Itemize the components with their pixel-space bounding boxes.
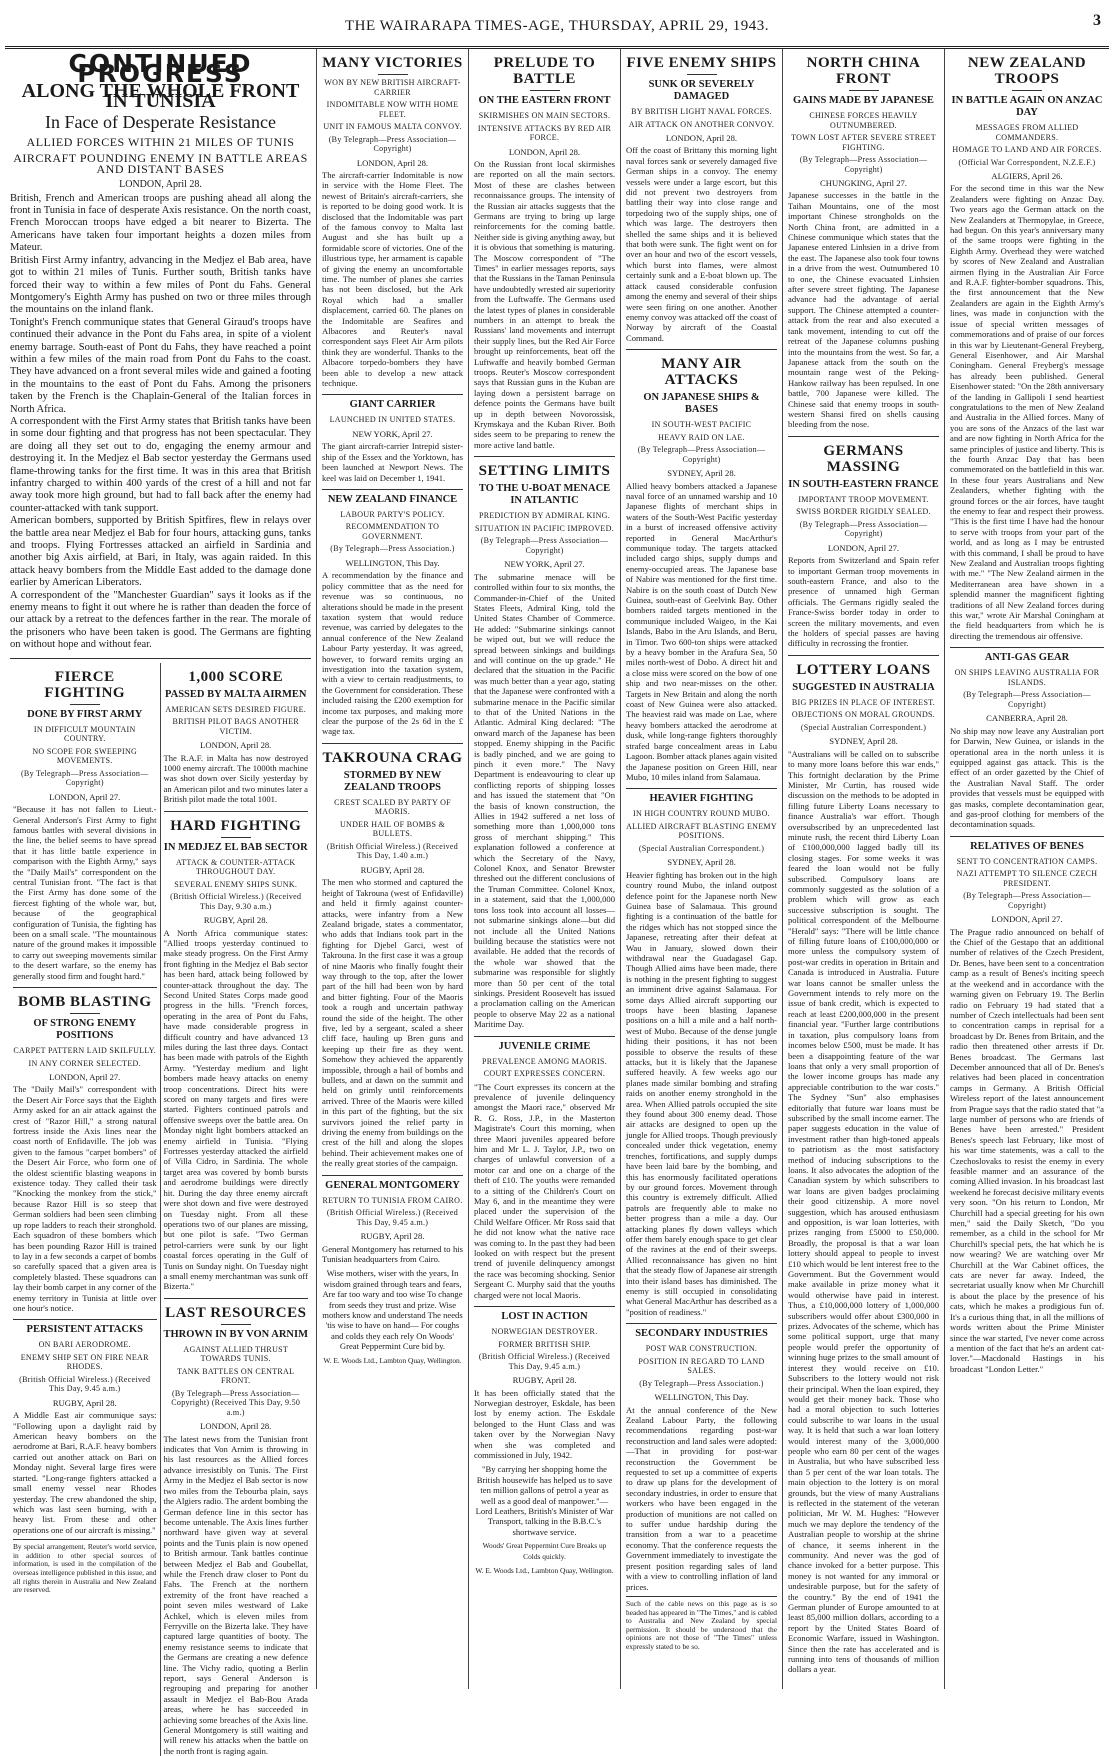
subhead: INTENSIVE ATTACKS BY RED AIR FORCE.	[477, 123, 612, 142]
subhead: POST WAR CONSTRUCTION.	[645, 1344, 758, 1354]
credit: (By Telegraph—Press Association—Copyright)	[637, 445, 766, 464]
subhead: LAUNCHED IN UNITED STATES.	[329, 415, 456, 425]
germans-massing-headline: GERMANS MASSING	[823, 442, 904, 475]
dateline: SYDNEY, April 28.	[667, 468, 736, 479]
divider	[13, 1319, 157, 1320]
subhead: RETURN TO TUNISIA FROM CAIRO.	[322, 1195, 463, 1205]
nz-troops-headline: NEW ZEALAND TROOPS	[967, 55, 1087, 87]
dateline: LONDON, April 27.	[49, 1072, 121, 1082]
article-body: A Middle East air communique says: "Following upon a daylight raid by American heavy bombers on the aerodrome at Bari, R.A.F. heavy bombers carried out another attack on Bari on Monday night. Several large fires were started. "Long-range fighters attacked a small enemy vessel near Rhodes yesterday. The crew abandoned the ship, which was last seen burning, with a heavy list. From these and other operations one of our aircraft is missing."	[13, 1410, 157, 1535]
woods-advertisement: "By carrying her shopping home the British housewife has helped us to save ten million gallons of petrol a year as well as a good deal of manpower."—Lord Leathers, British's Minister of War Transport, talking in the B.B.C.'s shortwave service.	[475, 1464, 614, 1537]
article-body: The "Daily Mail's" correspondent with the Desert Air Force says that the Eighth Army asked for an air attack against the crest of "Razor Hill," a strong natural fortress inside the Axis lines near the coast north of Enfidaville. The job was given to the famous "carpet bombers" of the Desert Air Force, who form one of the oldest scientific blasting weapons in existence today. They called their task "Knocking the monkey from the stick," because Razor Hill is so steep that German soldiers had been seen climbing up rope ladders to reach their stronghold. Each squadron of these bombers which has been pounding Razor Hill is trained to lay in a few seconds a carpet of bombs so carefully spaced that a given area is completely blasted. These squadrons can lay their bomb carpet in any corner of the enemy territory in Tunisia at little over one hour's notice.	[13, 1084, 157, 1313]
many-victories-headline: MANY VICTORIES	[322, 55, 463, 71]
advertiser-tagline: Woods' Great Peppermint Cure Breaks up Colds quickly.	[482, 1541, 607, 1561]
credit: (By Telegraph—Press Association.)	[330, 544, 455, 554]
advertiser-footer: W. E. Woods Ltd., Lambton Quay, Wellington.	[475, 1566, 614, 1575]
article-body: The R.A.F. in Malta has now destroyed 1000 enemy aircraft. The 1000th machine was shot down over Sicily yesterday by an American pilot and two minutes later a British pilot made the total 1001.	[163, 752, 308, 805]
divider	[626, 349, 777, 350]
dateline: ALGIERS, April 26.	[991, 171, 1063, 181]
dateline: LONDON, April 28.	[200, 740, 272, 751]
column-3	[469, 49, 621, 1689]
divider	[221, 837, 251, 838]
divider	[687, 74, 717, 75]
general-montgomery-headline: GENERAL MONTGOMERY	[325, 1179, 460, 1191]
lottery-loans-headline: LOTTERY LOANS	[796, 661, 931, 678]
subhead: AIR ATTACK ON ANOTHER CONVOY.	[628, 119, 775, 129]
divider	[626, 788, 777, 789]
subhead: BY BRITISH LIGHT NAVAL FORCES.	[631, 107, 772, 116]
divider	[322, 1175, 463, 1176]
divider	[950, 836, 1104, 837]
dateline: LONDON, April 28.	[508, 146, 581, 157]
dateline: NEW YORK, April 27.	[504, 559, 585, 570]
subhead: PASSED BY MALTA AIRMEN	[165, 688, 307, 700]
divider	[322, 394, 463, 395]
divider	[1012, 90, 1042, 91]
credit: (By Telegraph—Press Association—Copyright) (Received This Day, 9.50 a.m.)	[171, 1388, 301, 1417]
credit: (Official War Correspondent, N.Z.E.F.)	[958, 157, 1096, 167]
subhead: ON BARI AERODROME.	[38, 1340, 131, 1350]
divider	[13, 987, 157, 988]
nz-finance-headline: NEW ZEALAND FINANCE	[327, 493, 458, 505]
article-body: It has been officially stated that the Norwegian destroyer, Eskdale, has been lost by enemy action. The Eskdale belonged to the Hunt Class and was taken over by the Norwegian Navy when she was completed and commissioned in July, 1942.	[474, 1387, 615, 1460]
subhead: ON JAPANESE SHIPS & BASES	[643, 392, 760, 416]
prelude-headline: PRELUDE TO BATTLE	[493, 55, 596, 87]
times-notice: Such of the cable news on this page as is so headed has appeared in "The Times," and is cabled to Australia and New Zealand by special permission. It should be understood that the opinions are not those of "The Times" unless expressly stated to be so.	[626, 1596, 777, 1652]
masthead-title: THE WAIRARAPA TIMES-AGE, THURSDAY, APRIL 29, 1943.	[345, 18, 769, 34]
subhead: NAZI ATTEMPT TO SILENCE CZECH PRESIDENT.	[956, 869, 1098, 888]
column-1a	[10, 663, 161, 1756]
divider	[322, 743, 463, 744]
article-body: Off the coast of Brittany this morning light naval forces sank or severely damaged five German ships in a convoy. The enemy vessels were under a large escort, but this did not prevent two destroyers from battling their way into close range and torpedoing two of the supply ships, one of which was large. The destroyers then shelled the same ships and it is believed that both were sunk. The fight went on for over an hour and two of the escort vessels, which burst into flames, were almost certainly sunk and a E-boat blown up. The attack caused considerable confusion among the enemy and several of their ships were seen firing on one another. Another enemy convoy was attacked off the coast of Norway by aircraft of the Coastal Command.	[626, 145, 777, 343]
credit: (By Telegraph—Press Association—Copyright)	[799, 519, 928, 539]
dateline: LONDON, April 28.	[356, 157, 429, 168]
north-china-headline: NORTH CHINA FRONT	[806, 55, 921, 87]
subhead: SENT TO CONCENTRATION CAMPS.	[956, 856, 1098, 866]
lost-in-action-headline: LOST IN ACTION	[501, 1311, 588, 1323]
subhead: HOMAGE TO LAND AND AIR FORCES.	[952, 145, 1102, 154]
subhead: TOWN LOST AFTER SEVERE STREET FIGHTING.	[791, 133, 936, 152]
many-air-attacks-headline: MANY AIR ATTACKS	[661, 356, 742, 389]
article-body: The aircraft-carrier Indomitable is now in service with the Home Fleet. The newest of Britain's aircraft-carriers, she is reported to be doing good work. It is disclosed that the Indomitable was part of the famous convoy to Malta last August and she has built up a formidable score of victories. One of the illustrious type, her armament is capable of giving the enemy an uncomfortable time. The number of planes she carries has not been disclosed, but the Ark Royal which had a smaller displacement, carried 60. The planes on the Indomitable are Seafires and Albacores and Reuter's naval correspondent says Fleet Air Arm pilots think they are wonderful. Thanks to the Albacore torpedo-bombers they have been able to develop a new attack technique.	[322, 169, 463, 389]
credit: (Special Australian Correspondent.)	[800, 722, 927, 732]
dateline: SYDNEY, April 28.	[667, 857, 736, 868]
column-1b	[161, 663, 312, 1756]
article-body: Japanese successes in the battle in the Taihan Mountains, one of the most important Chinese strongholds on the North China front, are admitted in a Chinese communique which states that the Japanese entered Linhsien in a drive from the east. The Japanese also took four towns in a drive from the west. Outnumbered 10 to one, the Chinese evacuated Linhsien after severe street fighting. The Japanese advance had the advantage of aerial support. The Chinese attempted a counter-attack from the rear and also executed a tank movement, intending to cut off the retreat of the Japanese columns pushing into the mountains from the west. So far, a Japanese attack from the south on the mountain range west of the Peking-Hankow railway has been repulsed. In one battle, 700 Japanese were killed. The Chinese said that enemy troops in south-western Shansi fired on shells causing bleeding from the nose.	[788, 190, 939, 430]
fierce-fighting-headline: FIERCE FIGHTING	[44, 668, 126, 701]
dateline: NEW YORK, April 27.	[352, 428, 433, 439]
subhead: ON THE EASTERN FRONT	[478, 95, 611, 106]
credit: (By Telegraph—Press Association—Copyright)	[799, 155, 928, 174]
giant-carrier-headline: GIANT CARRIER	[349, 399, 436, 411]
relatives-benes-headline: RELATIVES OF BENES	[970, 840, 1084, 852]
secondary-industries-headline: SECONDARY INDUSTRIES	[635, 1328, 768, 1340]
subhead: NO SCOPE FOR SWEEPING MOVEMENTS.	[32, 746, 138, 766]
subhead: GAINS MADE BY JAPANESE	[793, 95, 934, 106]
dateline: RUGBY, April 28.	[360, 1231, 425, 1242]
divider	[474, 456, 615, 457]
main-headline: ALONG THE WHOLE FRONT IN TUNISIA	[21, 79, 300, 113]
main-paragraph: British First Army infantry, advancing in the Medjez el Bab area, have got to within 21 miles of Tunis. Further south, British tanks have forced their way to within a few miles of Pont du Fahs. General Montgomery's Eighth Army has pushed on two or three miles through the mountains on the inland flank.	[10, 254, 311, 316]
setting-limits-headline: SETTING LIMITS	[478, 463, 611, 480]
divider	[70, 704, 100, 705]
credit: (By Telegraph—Press Association.)	[639, 1378, 764, 1388]
subhead: TANK BATTLES ON CENTRAL FRONT.	[177, 1366, 295, 1386]
subhead: BRITISH PILOT BAGS ANOTHER VICTIM.	[172, 717, 300, 736]
article-body: On the Russian front local skirmishes are reported on all the main sectors. Most of these are clashes between reconnaissance groups. The intensity of the Russian air attacks suggests that the Germans are trying to bring up large reinforcements for the coming battle. Neither side is giving anything away, but it is obvious that something is maturing. The Moscow correspondent of "The Times" in earlier messages reports, says that the Russians in the Taman Peninsula have undoubtedly wrested air superiority from the Luftwaffe. The Germans used the latest types of planes in considerable numbers in an attempt to break the Russians' land movements and interrupt their supply lines, but the Red Air Force brought up reinforcements, beat off the Luftwaffe and heavily bombed German troops. Reuter's Moscow correspondent says that Russian guns in the Kuban are laying down a persistent barrage on defence points the Germans have built up in depth between Novorossisk, Krymskaya and the Kuban River. Both sides seem to be preparing to renew the more active land battle.	[474, 158, 615, 450]
column-6	[945, 49, 1109, 1689]
subhead: UNIT IN FAMOUS MALTA CONVOY.	[323, 122, 462, 131]
subhead: SWISS BORDER RIGIDLY SEALED.	[796, 507, 931, 517]
dateline: LONDON, April 27.	[991, 914, 1063, 925]
divider	[788, 436, 939, 437]
fierce-fighting-subhead: DONE BY FIRST ARMY	[27, 708, 143, 720]
credit: (British Official Wireless.) (Received This Day, 9.45 a.m.)	[478, 1352, 611, 1371]
credit: (British Official Wireless.) (Received This Day, 9.45 a.m.)	[326, 1208, 459, 1227]
divider	[626, 1323, 777, 1324]
divider	[530, 90, 560, 91]
divider	[474, 1306, 615, 1307]
subhead: POSITION IN REGARD TO LAND SALES.	[638, 1356, 765, 1376]
article-body: A recommendation by the finance and policy committee that as the need for revenue was so continuous, no alterations should be made in the present taxation system that would reduce revenue, was carried by delegates to the annual conference of the New Zealand Labour Party yesterday. It was agreed, however, to forward remits urging an investigation into the taxation system, with a view to certain readjustments, to the Government for consideration. These included raising the £200 exemption for income tax purposes, and making more clear the purpose of the 2s 6d in the £ wage tax.	[322, 570, 463, 737]
credit: (By Telegraph—Press Association—Copyright)	[963, 690, 1091, 709]
main-subhead-2: AIRCRAFT POUNDING ENEMY IN BATTLE AREAS AND DISTANT BASES	[13, 151, 308, 176]
article-body: The giant aircraft-carrier Intrepid sister-ship of the Essex and the Yorktown, has been launched at Newport News. The keel was laid on December 1, 1941.	[322, 441, 463, 483]
subhead: HEAVY RAID ON LAE.	[658, 432, 745, 442]
subhead: IN DIFFICULT MOUNTAIN COUNTRY.	[33, 724, 136, 744]
article-body: The Prague radio announced on behalf of the Chief of the Gestapo that an additional number of relatives of the Czech President, Dr. Benes, have been sent to a concentration camp as a result of Benes's inciting speech at the weekend and in accordance with the warning given on February 19. The Berlin radio on February 19 had stated that a number of Czech intellectuals had been sent to concentration camps in reprisal for a broadcast by Dr. Benes from Britain, and the radio then threatened other arrests if Dr. Benes broadcast. The Germans last December announced that all of Dr. Benes's relatives had been placed in concentration camps in Germany. A British Official Wireless report of the latest announcement from Prague says that the radio stated that "a large number of persons who are friends of Benes have been arrested." President Benes's speech last February, like most of his war time statements, was a call to the Czechoslovaks to resist the enemy in every feasible manner and an assurance of the coming Allied invasion. In his broadcast last weekend he forecast decisive military events very soon. "On his return to London, Mr Churchill had a special greeting for his own men," said the Daily Sketch, "Do you remember, as a child in the school for Mr Churchill's special pets, the hat which he is now wearing? We are watching over Mr Churchill at the War Cabinet offices, the cats are never far away. Indeed, the secretariat usually know when Mr Churchill is about the place by the presence of his cats, which he makes a prodigious fun of. It's a curious thing that, in all the millions of words written about the Prime Minister since the war started, I've never come across a mention of the fact that he's an ardent cat-lover."—Macdonald Hastings in his broadcast "London Letter."	[950, 926, 1104, 1374]
subhead: BIG PRIZES IN PLACE OF INTEREST.	[791, 697, 936, 707]
credit: (British Official Wireless.) (Received This Day, 9.45 a.m.)	[19, 1374, 151, 1394]
dateline: WELLINGTON, This Day.	[345, 557, 440, 568]
article-body: A North Africa communique states: "Allied troops yesterday continued to make steady progress. On the First Army front fighting in the Medjez el Bab sector has been hard, attack being followed by counter-attack throughout the day. The Second United States Corps made good progress in the hills. "French forces, operating in the area of Pont du Fahs, have made considerable progress in difficult country and have advanced 13 miles during the last three days. Contact has been made with patrols of the Eighth Army. "Yesterday medium and light bombers made heavy attacks on enemy troop concentrations. Direct hits were scored on many targets and fires were started. Fighters continued patrols and offensive sweeps over the battle area. On Monday night light bombers attacked an enemy airfield in Tunisia. "Flying Fortresses yesterday attacked the airfield of Villa Cidro, in Sardinia. The whole target area was covered by bomb bursts and aerodrome buildings were directly hit. During the day three enemy aircraft were shot down and five were destroyed on Tuesday night. From all these operations two of our planes are missing, but one pilot is safe. "Two German petrol-carriers were sunk by our light coastal forces operating in the Gulf of Tunis on Sunday night. On Tuesday night a small enemy merchantman was sunk off Bizerta."	[163, 927, 308, 1292]
credit: (Special Australian Correspondent.)	[638, 843, 765, 853]
reuter-notice: By special arrangement, Reuter's world service, in addition to other special sources of information, is used in the compilation of the overseas intelligence published in this issue, and all rights therein in Australia and New Zealand are reserved.	[13, 1539, 157, 1595]
divider	[788, 655, 939, 656]
article-body: The latest news from the Tunisian front indicates that Von Arnim is throwing in his last resources as the Allied forces advance irresistibly on Tunis. The First Army in the Medjez el Bab sector is now two miles from the Tebourba plain, says the Algiers radio. The ardent bombing the German defence line in this sector has become untenable. The Axis lines further northward have given way at several points and the Tunis plain is now opened to British armour. Tank battles continue between Medjez el Bab and Goubellat, while the French draw closer to Pont du Fahs. The French at the northern extremity of the front have reached a point seven miles westward of Lake Achkel, which is eleven miles from Ferryville on the Bizerta lake. They have captured large quantities of booty. The enemy resistance seems to indicate that the Germans are creating a new defence line. The Vichy radio, quoting a Berlin report, says General Anderson is regrouping and preparing for another assault in Medjez el Bab-Bou Arada areas, where he has succeeded in achieving some breaches of the Axis line. General Montgomery is still waiting and will renew his attacks when the battle on the north front is raging again.	[163, 1433, 308, 1756]
article-body: Heavier fighting has broken out in the high country round Mubo, the inland outpost defence point for the Japanese north New Guinea base of Salamaua. This ground fighting is a continuation of the battle for the ridges which has not stopped since the Japanese, retreating after their defeat at Wau in January, slowed down their withdrawal near the Guadagasel Gap. Though Allied aims have been made, there is nothing in the present fighting to suggest an imminent drive against Salamaua. For some days Allied aircraft supporting our troops have been blasting Japanese positions on a hill a mile and a half north-west of Mubo. Because of the dense jungle hiding their positions, it has not been possible to observe the results of these attacks, but it is likely that the Japanese suffered heavily. A few weeks ago our planes made similar bombing and strafing raids on another enemy stronghold in the area. When Allied patrols occupied the site they found about 300 enemy dead. Those air attacks are designed to open up the jungle for Allied troops. Though previously concealed under thick vegetation, enemy trenches, fortifications, and supply dumps have been laid bare by the bombing, and this has enormously facilitated operations by our ground forces. Movement through this country is extremely difficult. Allied patrols are frequently able to make no better progress than a mile a day. Our attacking planes fly down valleys which offer them barely enough space to get clear of the ravines at the end of their sweeps. Allied reconnaissance has given no hint that the steady flow of Japanese air strength into their island bases has diminished. The enemy is still occupied in consolidating what General MacArthur has described as a "position of readiness."	[626, 869, 777, 1317]
divider	[70, 1013, 100, 1014]
dateline: SYDNEY, April 28.	[829, 736, 898, 747]
article-body: General Montgomery has returned to his Tunisian headquarters from Cairo.	[322, 1243, 463, 1264]
column-1-split	[10, 663, 311, 1756]
subhead: IN SOUTH-EASTERN FRANCE	[788, 478, 939, 490]
main-paragraph: A correspondent of the "Manchester Guardian" says it looks as if the enemy means to fight it out where he is rather than deaden the force of our attack by a retreat to the defences farther in the rear. The morale of the prisoners who have been taken is good. The Germans are fighting on without hope and without fear.	[10, 589, 311, 651]
divider	[164, 1298, 309, 1299]
article-body: Reports from Switzerland and Spain refer to important German troop movements in south-eastern France, and also to the presence of unnamed high German officials. The Germans rigidly sealed the France-Swiss border today in order to screen the military movements, and even the holders of special passes are having difficulty in recrossing the frontier.	[788, 555, 939, 649]
subhead: RECOMMENDATION TO GOVERNMENT.	[345, 522, 440, 541]
page-number: 3	[1093, 12, 1101, 29]
main-paragraph: Tonight's French communique states that General Giraud's troops have continued their advance in the Pont du Fahs area, in spite of a violent enemy barrage. South-east of Pont du Fahs, they have reached a point within a few miles of the main road from Pont du Fahs to the coast. They have advanced on a front several miles wide and gained a footing in the mountains to the east of Pont du Fahs. Among the prisoners taken by the French is the Chaplain-General of the Italian forces in North Africa.	[10, 316, 311, 415]
divider	[164, 811, 309, 812]
last-resources-headline: LAST RESOURCES	[165, 1304, 307, 1321]
anti-gas-headline: ANTI-GAS GEAR	[984, 652, 1070, 664]
advertiser-footer: W. E. Woods Ltd., Lambton Quay, Wellington.	[323, 1355, 462, 1365]
column-5	[783, 49, 945, 1689]
takrouna-headline: TAKROUNA CRAG	[322, 749, 463, 766]
dateline: RUGBY, April 28.	[512, 1375, 577, 1386]
subhead: OBJECTIONS ON MORAL GROUNDS.	[791, 710, 936, 720]
dateline: RUGBY, April 28.	[52, 1397, 117, 1408]
subhead: COURT EXPRESSES CONCERN.	[483, 1069, 606, 1079]
newspaper-page	[5, 4, 1109, 1756]
main-paragraph: British, French and American troops are pushing ahead all along the front in Tunisia in face of desperate Axis resistance. On the north coast, French Moroccan troops have edged a bit nearer to Bizerta. The Americans have taken four important heights a dozen miles from Mateur.	[10, 192, 311, 254]
dateline: LONDON, April 28.	[665, 133, 738, 143]
subhead: IN HIGH COUNTRY ROUND MUBO.	[633, 809, 770, 819]
woods-advertisement: Wise mothers, wiser with the years, In wisdom grained through tears and fears, Are far too wary and too wise To change from seeds they trust and prize. Wise mothers know and understand The needs 'tis wise to have on hand— For coughs and colds they each rely On Woods' Great Peppermint Cure bid by.	[322, 1268, 463, 1352]
five-enemy-ships-headline: FIVE ENEMY SHIPS	[626, 55, 777, 71]
subhead: SEVERAL ENEMY SHIPS SUNK.	[174, 879, 298, 889]
credit: (By Telegraph—Press Association—Copyright)	[328, 134, 457, 153]
subhead: LABOUR PARTY'S POLICY.	[340, 509, 445, 519]
dateline: CHUNGKING, April 27.	[820, 178, 907, 188]
divider	[950, 647, 1104, 648]
bomb-blasting-headline: BOMB BLASTING	[17, 994, 152, 1010]
dateline: LONDON, April 27.	[49, 791, 121, 802]
article-body: No ship may now leave any Australian port for Darwin, New Guinea, or islands in the operational area in the north unless it is equipped against gas attack. This is the effect of an order gazetted by the Chief of the Australian Naval Staff. The order provides that vessels must be equipped with gas masks, complete decontamination gear, and gas-proof clothing for members of the decontamination squads.	[950, 725, 1104, 830]
subhead: CREST SCALED BY PARTY OF MAORIS.	[334, 797, 451, 817]
subhead: CHINESE FORCES HEAVILY OUTNUMBERED.	[809, 111, 918, 130]
persistent-attacks-headline: PERSISTENT ATTACKS	[26, 1324, 143, 1336]
divider	[849, 90, 879, 91]
subhead: ATTACK & COUNTER-ATTACK THROUGHOUT DAY.	[176, 857, 296, 877]
divider	[221, 1324, 251, 1325]
subhead: IMPORTANT TROOP MOVEMENT.	[798, 494, 929, 504]
subhead: IN BATTLE AGAIN ON ANZAC DAY	[951, 95, 1103, 118]
subhead: UNDER HAIL OF BOMBS & BULLETS.	[339, 819, 446, 839]
subhead: IN MEDJEZ EL BAB SECTOR	[163, 841, 308, 853]
hard-fighting-headline: HARD FIGHTING	[170, 817, 302, 834]
divider	[322, 489, 463, 490]
subhead: ALLIED AIRCRAFT BLASTING ENEMY POSITIONS.	[626, 821, 777, 841]
subhead: NORWEGIAN DESTROYER.	[491, 1327, 598, 1337]
main-subhead-1: ALLIED FORCES WITHIN 21 MILES OF TUNIS	[26, 135, 295, 150]
main-paragraph: American bombers, supported by British Spitfires, flew in relays over the battle area near Medjez el Bab for four hours, attacking guns, tanks and troops. Flying Fortresses attacked an airfield in Sardinia and another big Axis airfield, at Bari, in Italy, was again raided. In this attack heavy bombers from the Middle East added to the damage done earlier by American Liberators.	[10, 515, 311, 589]
subhead: MESSAGES FROM ALLIED COMMANDERS.	[975, 123, 1079, 142]
divider	[10, 658, 311, 659]
article-body: Allied heavy bombers attacked a Japanese naval force of an unnamed warship and 10 Japanese flights of merchant ships in waters of the South-West Pacific yesterday in a burst of increased offensive activity reported in General MacArthur's communique today. The targets attacked included cargo ships, supply dumps and enemy-occupied areas. The Japanese base of Nabire was mentioned for the first time. Nabire is on the south coast of Dutch New Guinea, south-east of Geelvink Bay. Other bombers raided targets mentioned in the communique included Waigeo, in the Kai Islands, Babo in the Aru Islands, and Beru, in Timor. Two 600-ton ships were attacked by a heavy bomber in the Arafura Sea, 50 miles north-west of Dobo. A direct hit and a close miss were scored on the bow of one ship and two near-misses on the other. Targets in New Britain and along the north coast of New Guinea were also attacked. The heaviest raid was made on Lae, where heavy bombers attacked the aerodrome at dusk, while long-range fighters thoroughly strafed barge concealment areas in Labu Lagoon. Bomber attack planes again visited the Japanese position on Green Hill, near Mubo, 10 miles inland from Salamaua.	[626, 480, 777, 782]
subhead: SUNK OR SEVERELY DAMAGED	[648, 79, 755, 102]
dateline: CANBERRA, April 28.	[986, 713, 1068, 724]
subhead: SITUATION IN PACIFIC IMPROVED.	[475, 523, 614, 533]
main-paragraph: A correspondent with the First Army states that British tanks have been in some dour fighting and that progress has not been spectacular. They are doing all they set out to do, engaging the enemy armour and destroying it. In the Medjez el Bab sector yesterday the Germans used flame-throwing tanks for the first time. It was in this area that British infantry charged to within 400 yards of the crest of a hill and not far away took more high ground, but had to fall back after the enemy had counter-attacked with tank support.	[10, 415, 311, 514]
subhead: SKIRMISHES ON MAIN SECTORS.	[478, 111, 611, 120]
subhead: FORMER BRITISH SHIP.	[498, 1339, 591, 1349]
subhead: PREVALENCE AMONG MAORIS.	[481, 1056, 608, 1066]
divider	[378, 74, 408, 75]
credit: (By Telegraph—Press Association—Copyright)	[480, 536, 609, 555]
subhead: WON BY NEW BRITISH AIRCRAFT-CARRIER	[324, 78, 461, 97]
main-dateline: LONDON, April 28.	[119, 179, 202, 191]
article-body: For the second time in this war the New Zealanders were fighting on Anzac Day. Two years ago the German attack on the New Zealanders at Thermopylae, in Greece, had begun. On this year's anniversary many of the same troops were fighting in the Eighth Army. Overhead they were watched by scores of New Zealand and Australian airmen flying in the Australian Air Force and R.A.F. fighter-bomber squadrons. This, the first announcement that the New Zealanders are again in the Eighth Army's lines, was made in conjunction with the issue of special written messages of commemorations and of praise of our forces in this war by Lieutenant-General Freyberg, General Eisenhower, and Air Marshal Coningham. General Freyberg's message has already been published. General Eisenhower stated: "On the 28th anniversary of the landing in Gallipoli I send heartiest congratulations to the men of New Zealand and Australia in the Allied forces. Many of you are sons of the Anzacs of the last war and are now fighting in North Africa for the same principles of justice and liberty. This is the fourth Anzac Day that has been commemorated on the battlefield in this war. In these four years Australians and New Zealanders, whether fighting with the ground forces or the air forces, have taught the enemy to fear and respect their prowess. "This is the first time I have had the honour to serve with troops from your part of the world, and as long as I may be entrusted with this command, I shall be proud to have New Zealand and Australian troops fighting with me." "The New Zealand airmen in the Mediterranean area have shown in a splendid manner the magnificent fighting traditions of all New Zealand forces during this war," wrote Air Marshal Coningham at the field headquarters from which he is directing the tremendous air offensive.	[950, 183, 1104, 641]
article-body: "Australians will be called on to subscribe to many more loans before this war ends," This fortnight declaration by the Prime Minister, Mr Curtin, has roused wide discussion on the methods to be adopted in filling future Liberty Loans necessary to finance Australia's war effort. Though oversubscribed by an unprecedented last minute rush, the recent third Liberty Loan of £100,000,000 lagged badly till its closing stages. For some weeks it was feared the loan would not be fully subscribed. Compulsory loans are commonly suggested as the solution of a problem which will grow as each successive subscription is sought. The political correspondent of the Melbourne "Herald" says: "There will be little chance of filling future loans of £100,000,000 or more unless the compulsory system of post-war credits in operation in Britain and Canada is introduced in Australia. Future war loans cannot be smaller unless the Government intends to rely more on the issue of bank credit, which is expected to reach at least £200,000,000 in the present financial year. "Further large contributions in taxation, plus compulsory loans from incomes below £500, must be made. It has been a disappointing feature of the war loans that only a very small proportion of the lower income groups has made any appreciable contribution to the war costs." The Sydney "Sun" also emphasises editorially that future war loans must be subscribed by the small income earner. The paper suggests education in the value of investment rather than high-toned appeals to patriotism as the most satisfactory method of inducing subscriptions to the loans. It also advocates the adoption of the Canadian system by which subscribers to war loans are given badges proclaiming their good citizenship. A more novel suggestion, which has aroused enthusiasm and opposition, is war loan lotteries, with prizes ranging from £5000 to £50,000. Broadly, the proposal is that a war loan lottery should appeal to people to invest £10 which would be lent interest free to the Government. But the Government would make available in prize money what it would otherwise have paid in interest. Thus, a £10,000,000 lottery of 1,000,000 subscribers would offer about £300,000 in prizes. Advocates of the scheme, which has some political support, urge that many people would prefer the opportunity of winning huge prizes to the small amount of interest they would receive on £10. Subscribers to the lottery would not risk their principal. When the loan expired, they would get their money back. Those who had a moral objection to such lotteries could subscribe to war loans in the usual way. It is held that such a war loan lottery would interest many of the 3,000,000 people who earn 80 per cent of the wages in Australia, but who have subscribed less than 5 per cent of the war loan totals. The main objection to the lottery is on moral grounds, but the view of many Australians is reflected in the statement of the veteran politician, Mr W. M. Hughes: "However much we may deplore the tendency of the Australian people to worship at the shrine of chance, it seems inherent in the community. And never was the god of chance invoked for a better purpose. This money is not wanted for any immoral or undesirable purpose, but for the safety of the country." By the end of 1941 the German plunder of Europe amounted to at least 85,000 million dollars, according to a report by the United States Board of Economic Warfare, issued in Washington. Since then the rate has accelerated and is running into tens of thousands of million dollars a year.	[788, 748, 939, 1675]
subhead: PREDICTION BY ADMIRAL KING.	[478, 511, 611, 521]
dateline: LONDON, April 27.	[827, 542, 900, 553]
column-1	[5, 49, 317, 1756]
article-body: The men who stormed and captured the height of Takrouna (west of Enfidaville) and held it firmly against counter-attacks, were infantry from a New Zealand brigade, states a commentator, who adds that Indians took part in the fighting for Djebel Garci, west of Takrouna. In the first case it was a group of nine Maoris who finally fought their way through to the top, after the lower part of the hill had been won by hard and bitter fighting. Four of the Maoris took a rough and uncertain pathway round the side of the height. The other five, led by a sergeant, scaled a sheer cliff face, hauling up Bren guns and keeping up their fire as they went. Somehow they achieved the apparently impossible, through a hail of bombs and bullets, and at dawn on the summit and held on grimly until reinforcements arrived. Three of the Maoris were killed in this part of the fighting, but the six survivors joined the relief party in driving the enemy from buildings on the crest of the hill and along the slopes behind. Their achievement makes one of the really great stories of the campaign.	[322, 877, 463, 1169]
column-4	[621, 49, 783, 1689]
masthead	[5, 4, 1109, 49]
credit: (By Telegraph—Press Association—Copyright)	[20, 768, 149, 788]
subhead: TO THE U-BOAT MENACE IN ATLANTIC	[478, 483, 611, 507]
article-body: The submarine menace will be controlled within four to six months, the Commander-in-Chief of the United States Fleets, Admiral King, told the United States Chamber of Commerce. He added: "Submarine sinkings cannot be wiped out, but we will reduce the spread between sinkings and buildings and will continue on the up grade." He declared that the situation in the Pacific was much better than a year ago, stating that the Japanese were confronted with a submarine menace in the Pacific similar to that of the United Nations in the Atlantic. Admiral King declared: "The onward march of the Japanese has been stopped. Enemy shipping in the Pacific is badly pinched, and we are going to pinch it even more." The Navy Department is endeavouring to clear up conflicting reports of shipping losses and has issued the statement that "On the basis of known construction, the Allies in 1942 suffered a net loss of something more than 1,000,000 tons gross of merchant shipping." This explanation followed a conference at which the Secretary of the Navy, Colonel Knox, and Senator Brewster threshed out the different conclusions of the Truman Committee. Colonel Knox, in a statement, said that the 1,000,000 tons loss took into account all losses—not submarine sinkings alone—but did not include all the United Nations building because the statistics were not available. He added that the records of the whole war showed that the submarine was responsible for slightly more than 50 per cent of the total sinkings. President Roosevelt has issued a proclamation calling on the American people to observe May 22 as a national Maritime Day.	[474, 571, 615, 1030]
subhead: IN ANY CORNER SELECTED.	[28, 1058, 141, 1068]
subhead: OF STRONG ENEMY POSITIONS	[33, 1018, 137, 1041]
score-1000-headline: 1,000 SCORE	[188, 668, 284, 685]
subhead: AGAINST ALLIED THRUST TOWARDS TUNIS.	[183, 1344, 289, 1364]
kicker-headline: CONTINUED PROGRESS	[68, 49, 253, 89]
divider	[474, 1036, 615, 1037]
main-deck: In Face of Desperate Resistance	[45, 111, 276, 132]
subhead: STORMED BY NEW ZEALAND TROOPS	[343, 769, 442, 793]
juvenile-crime-headline: JUVENILE CRIME	[498, 1040, 591, 1052]
subhead: ENEMY SHIP SET ON FIRE NEAR RHODES.	[20, 1352, 149, 1372]
subhead: THROWN IN BY VON ARNIM	[163, 1328, 308, 1340]
subhead: ON SHIPS LEAVING AUSTRALIA FOR ISLANDS.	[954, 668, 1100, 687]
credit: (British Official Wireless.) (Received This Day, 1.40 a.m.)	[326, 841, 459, 861]
dateline: LONDON, April 28.	[200, 1421, 272, 1432]
subhead: INDOMITABLE NOW WITH HOME FLEET.	[326, 100, 459, 119]
article-body: "Because it has not fallen to Lieut.-General Anderson's First Army to fight famous battles with several divisions in the line, the belief seems to have spread that it has little battle experience in comparison with the Eighth Army," says the "Daily Mail's" correspondent on the central Tunisian front. "The fact is that the First Army has done some of the fiercest fighting of the whole war, but, because of the geographical configuration of Tunisia, the fighting has been on a small scale. "The mountainous nature of the ground makes it impossible to carry out sweeping movements similar to the desert warfare, so the enemy has generally stood firm and fought hard."	[13, 804, 157, 981]
dateline: RUGBY, April 28.	[203, 915, 268, 926]
column-2	[317, 49, 469, 1689]
subhead: IN SOUTH-WEST PACIFIC	[651, 420, 752, 430]
article-body: "The Court expresses its concern at the prevalence of juvenile delinquency amongst the Maori race," observed Mr R. G. Ross, J.P., in the Masterton Magistrate's Court this morning, when three Maori juveniles appeared before him and Mr L. J. Taylor, J.P., two on charges of unlawful conversion of a motor car and one on a charge of the theft of £10. The youths were remanded to a sitting of the Children's Court on May 6, and in the meantime they were placed under the supervision of the Child Welfare Officer. Mr Ross said that he did not know what the native race was coming to. In the past they had been looked on with respect but the present trend of juvenile delinquency amongst the race was becoming shocking. Senior Sergeant C. Murphy said that the youths charged were not local Maoris.	[474, 1081, 615, 1300]
heavier-fighting-headline: HEAVIER FIGHTING	[649, 793, 754, 805]
dateline: RUGBY, April 28.	[360, 864, 425, 875]
subhead: CARPET PATTERN LAID SKILFULLY.	[13, 1046, 157, 1055]
credit: (By Telegraph—Press Association—Copyright)	[963, 891, 1091, 910]
credit: (British Official Wireless.) (Received This Day, 9.30 a.m.)	[170, 892, 302, 911]
article-body: At the annual conference of the New Zealand Labour Party, the following recommendations regarding post-war reconstruction and land sales were adopted:—That in providing for post-war reconstruction the Government be requested to set up a committee of experts to draw up plans for the development of secondary industries, in order to ensure that workers who have been engaged in the production of munitions are not called on to suffer undue hardship during the transition from a war to a peacetime economy. That the conference requests the Government immediately to investigate the present position regarding sales of land with a view to controlling inflation of land prices.	[626, 1404, 777, 1592]
subhead: AMERICAN SETS DESIRED FIGURE.	[165, 704, 307, 714]
subhead: SUGGESTED IN AUSTRALIA	[792, 681, 935, 693]
dateline: WELLINGTON, This Day.	[654, 1392, 749, 1403]
